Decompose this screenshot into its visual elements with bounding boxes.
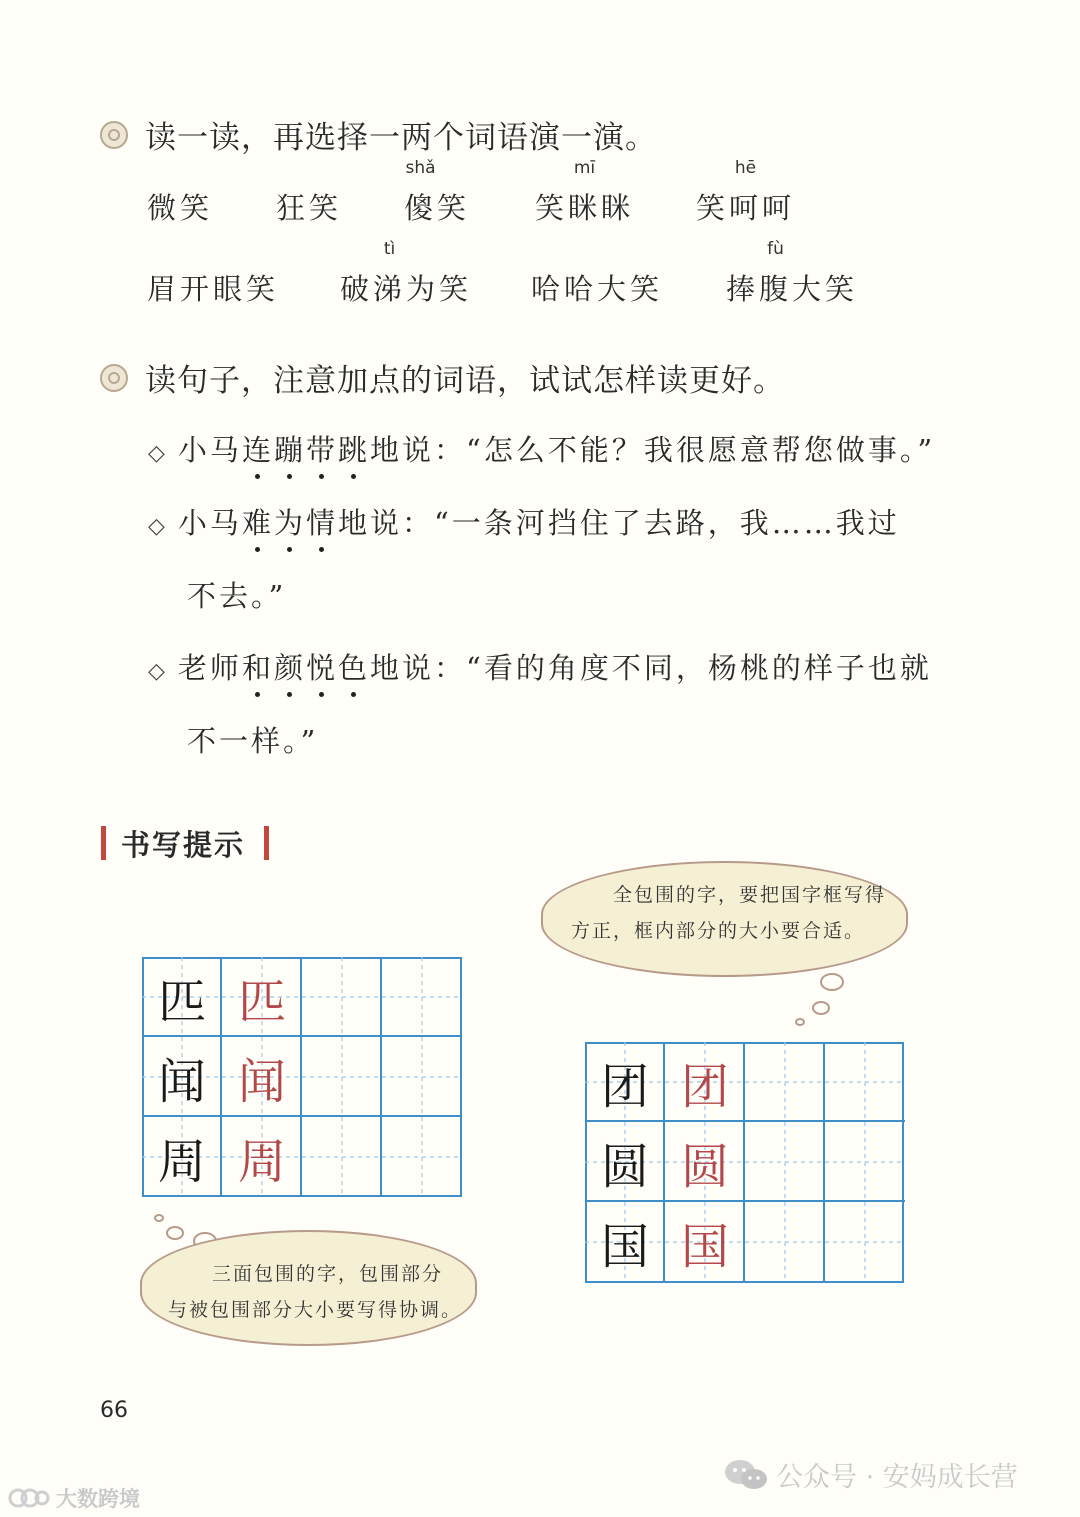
emphasis-char: 带	[306, 428, 338, 469]
thought-bubble	[154, 1214, 164, 1222]
word-item: shǎ 傻笑	[404, 158, 471, 225]
grid-cell	[665, 1042, 745, 1122]
writing-grid-left	[142, 957, 462, 1197]
sentence-3-continued: 不一样。”	[187, 724, 319, 758]
pinyin: hē	[734, 158, 757, 178]
emphasis-char: 颜	[274, 646, 306, 687]
grid-cell	[825, 1122, 905, 1202]
word-item: 笑 hē 呵呵	[696, 158, 796, 225]
emphasis-char: 蹦	[274, 428, 306, 469]
dotted-word	[242, 506, 338, 540]
grid-cell	[585, 1122, 665, 1202]
writing-title: 书写提示	[121, 828, 246, 862]
emphasis-char: 色	[338, 646, 370, 687]
section-icon	[100, 121, 128, 149]
grid-cell	[665, 1122, 745, 1202]
grid-cell	[745, 1202, 825, 1282]
word-item: 破 tì 涕为笑	[340, 239, 473, 306]
model-character: 匹	[157, 973, 206, 1030]
section2-title: 读句子，注意加点的词语，试试怎样读更好。	[145, 363, 785, 399]
grid-cell	[382, 957, 462, 1037]
grid-cell	[825, 1202, 905, 1282]
model-character: 闻	[157, 1053, 206, 1110]
grid-cell	[585, 1042, 665, 1122]
grid-cell	[745, 1122, 825, 1202]
grid-cell	[302, 1037, 382, 1117]
thought-bubble	[812, 1001, 830, 1015]
section-icon	[100, 364, 128, 392]
dotted-word	[242, 651, 370, 685]
writing-grid-right	[585, 1042, 904, 1283]
grid-cell	[142, 957, 222, 1037]
grid-cell	[142, 1117, 222, 1197]
emphasis-char: 跳	[338, 428, 370, 469]
trace-character: 团	[680, 1058, 729, 1115]
pinyin: tì	[383, 239, 396, 259]
sentence-2: ◇ 小马难为情地说：“一条河挡住了去路，我……我过	[148, 501, 900, 542]
grid-cell	[302, 1117, 382, 1197]
watermark-right: 公众号 · 安妈成长营	[724, 1455, 1018, 1494]
grid-cell	[585, 1202, 665, 1282]
word-item: 笑 mī 眯眯	[535, 158, 635, 225]
word-item: 眉开眼笑	[147, 272, 280, 306]
tip-cloud-top: 全包围的字，要把国字框写得 方正，框内部分的大小要合适。	[541, 861, 908, 977]
trace-character: 圆	[680, 1138, 729, 1195]
model-character: 圆	[600, 1138, 649, 1195]
diamond-icon: ◇	[148, 659, 168, 684]
word-item: 捧 fù 腹大笑	[726, 239, 859, 306]
emphasis-char: 情	[306, 501, 338, 542]
emphasis-char: 难	[242, 501, 274, 542]
model-character: 周	[157, 1133, 206, 1190]
grid-cell	[665, 1202, 745, 1282]
word-item: 微笑	[147, 191, 214, 225]
sentence-3: ◇ 老师和颜悦色地说：“看的角度不同，杨桃的样子也就	[148, 646, 932, 687]
sentence-2-continued: 不去。”	[187, 579, 287, 613]
grid-cell	[222, 1037, 302, 1117]
wechat-icon	[724, 1458, 768, 1492]
pinyin: fù	[767, 239, 784, 259]
trace-character: 国	[680, 1218, 729, 1275]
pinyin: shǎ	[405, 158, 436, 178]
section1-title: 读一读，再选择一两个词语演一演。	[145, 120, 657, 156]
grid-cell	[382, 1037, 462, 1117]
grid-cell	[382, 1117, 462, 1197]
page-number: 66	[100, 1398, 128, 1423]
thought-bubble	[795, 1018, 805, 1026]
trace-character: 闻	[237, 1053, 286, 1110]
trace-character: 周	[237, 1133, 286, 1190]
model-character: 国	[600, 1218, 649, 1275]
word-item: 哈哈大笑	[531, 272, 664, 306]
grid-cell	[142, 1037, 222, 1117]
emphasis-char: 连	[242, 428, 274, 469]
diamond-icon: ◇	[148, 514, 168, 539]
tip-cloud-bottom: 三面包围的字，包围部分 与被包围部分大小要写得协调。	[140, 1230, 477, 1346]
trace-character: 匹	[237, 973, 286, 1030]
thought-bubble	[166, 1226, 184, 1240]
grid-cell	[745, 1042, 825, 1122]
thought-bubble	[820, 973, 844, 991]
model-character: 团	[600, 1058, 649, 1115]
emphasis-char: 为	[274, 501, 306, 542]
link-icon	[8, 1486, 50, 1510]
emphasis-char: 悦	[306, 646, 338, 687]
dotted-word	[242, 433, 370, 467]
title-bar-left	[101, 826, 106, 860]
emphasis-char: 和	[242, 646, 274, 687]
title-bar-right	[264, 826, 269, 860]
word-item: 狂笑	[276, 191, 343, 225]
grid-cell	[222, 1117, 302, 1197]
grid-cell	[302, 957, 382, 1037]
diamond-icon: ◇	[148, 441, 168, 466]
grid-cell	[222, 957, 302, 1037]
pinyin: mī	[573, 158, 596, 178]
watermark-left: 大数跨境	[8, 1483, 140, 1513]
grid-cell	[825, 1042, 905, 1122]
sentence-1: ◇ 小马连蹦带跳地说：“怎么不能？我很愿意帮您做事。”	[148, 428, 935, 469]
